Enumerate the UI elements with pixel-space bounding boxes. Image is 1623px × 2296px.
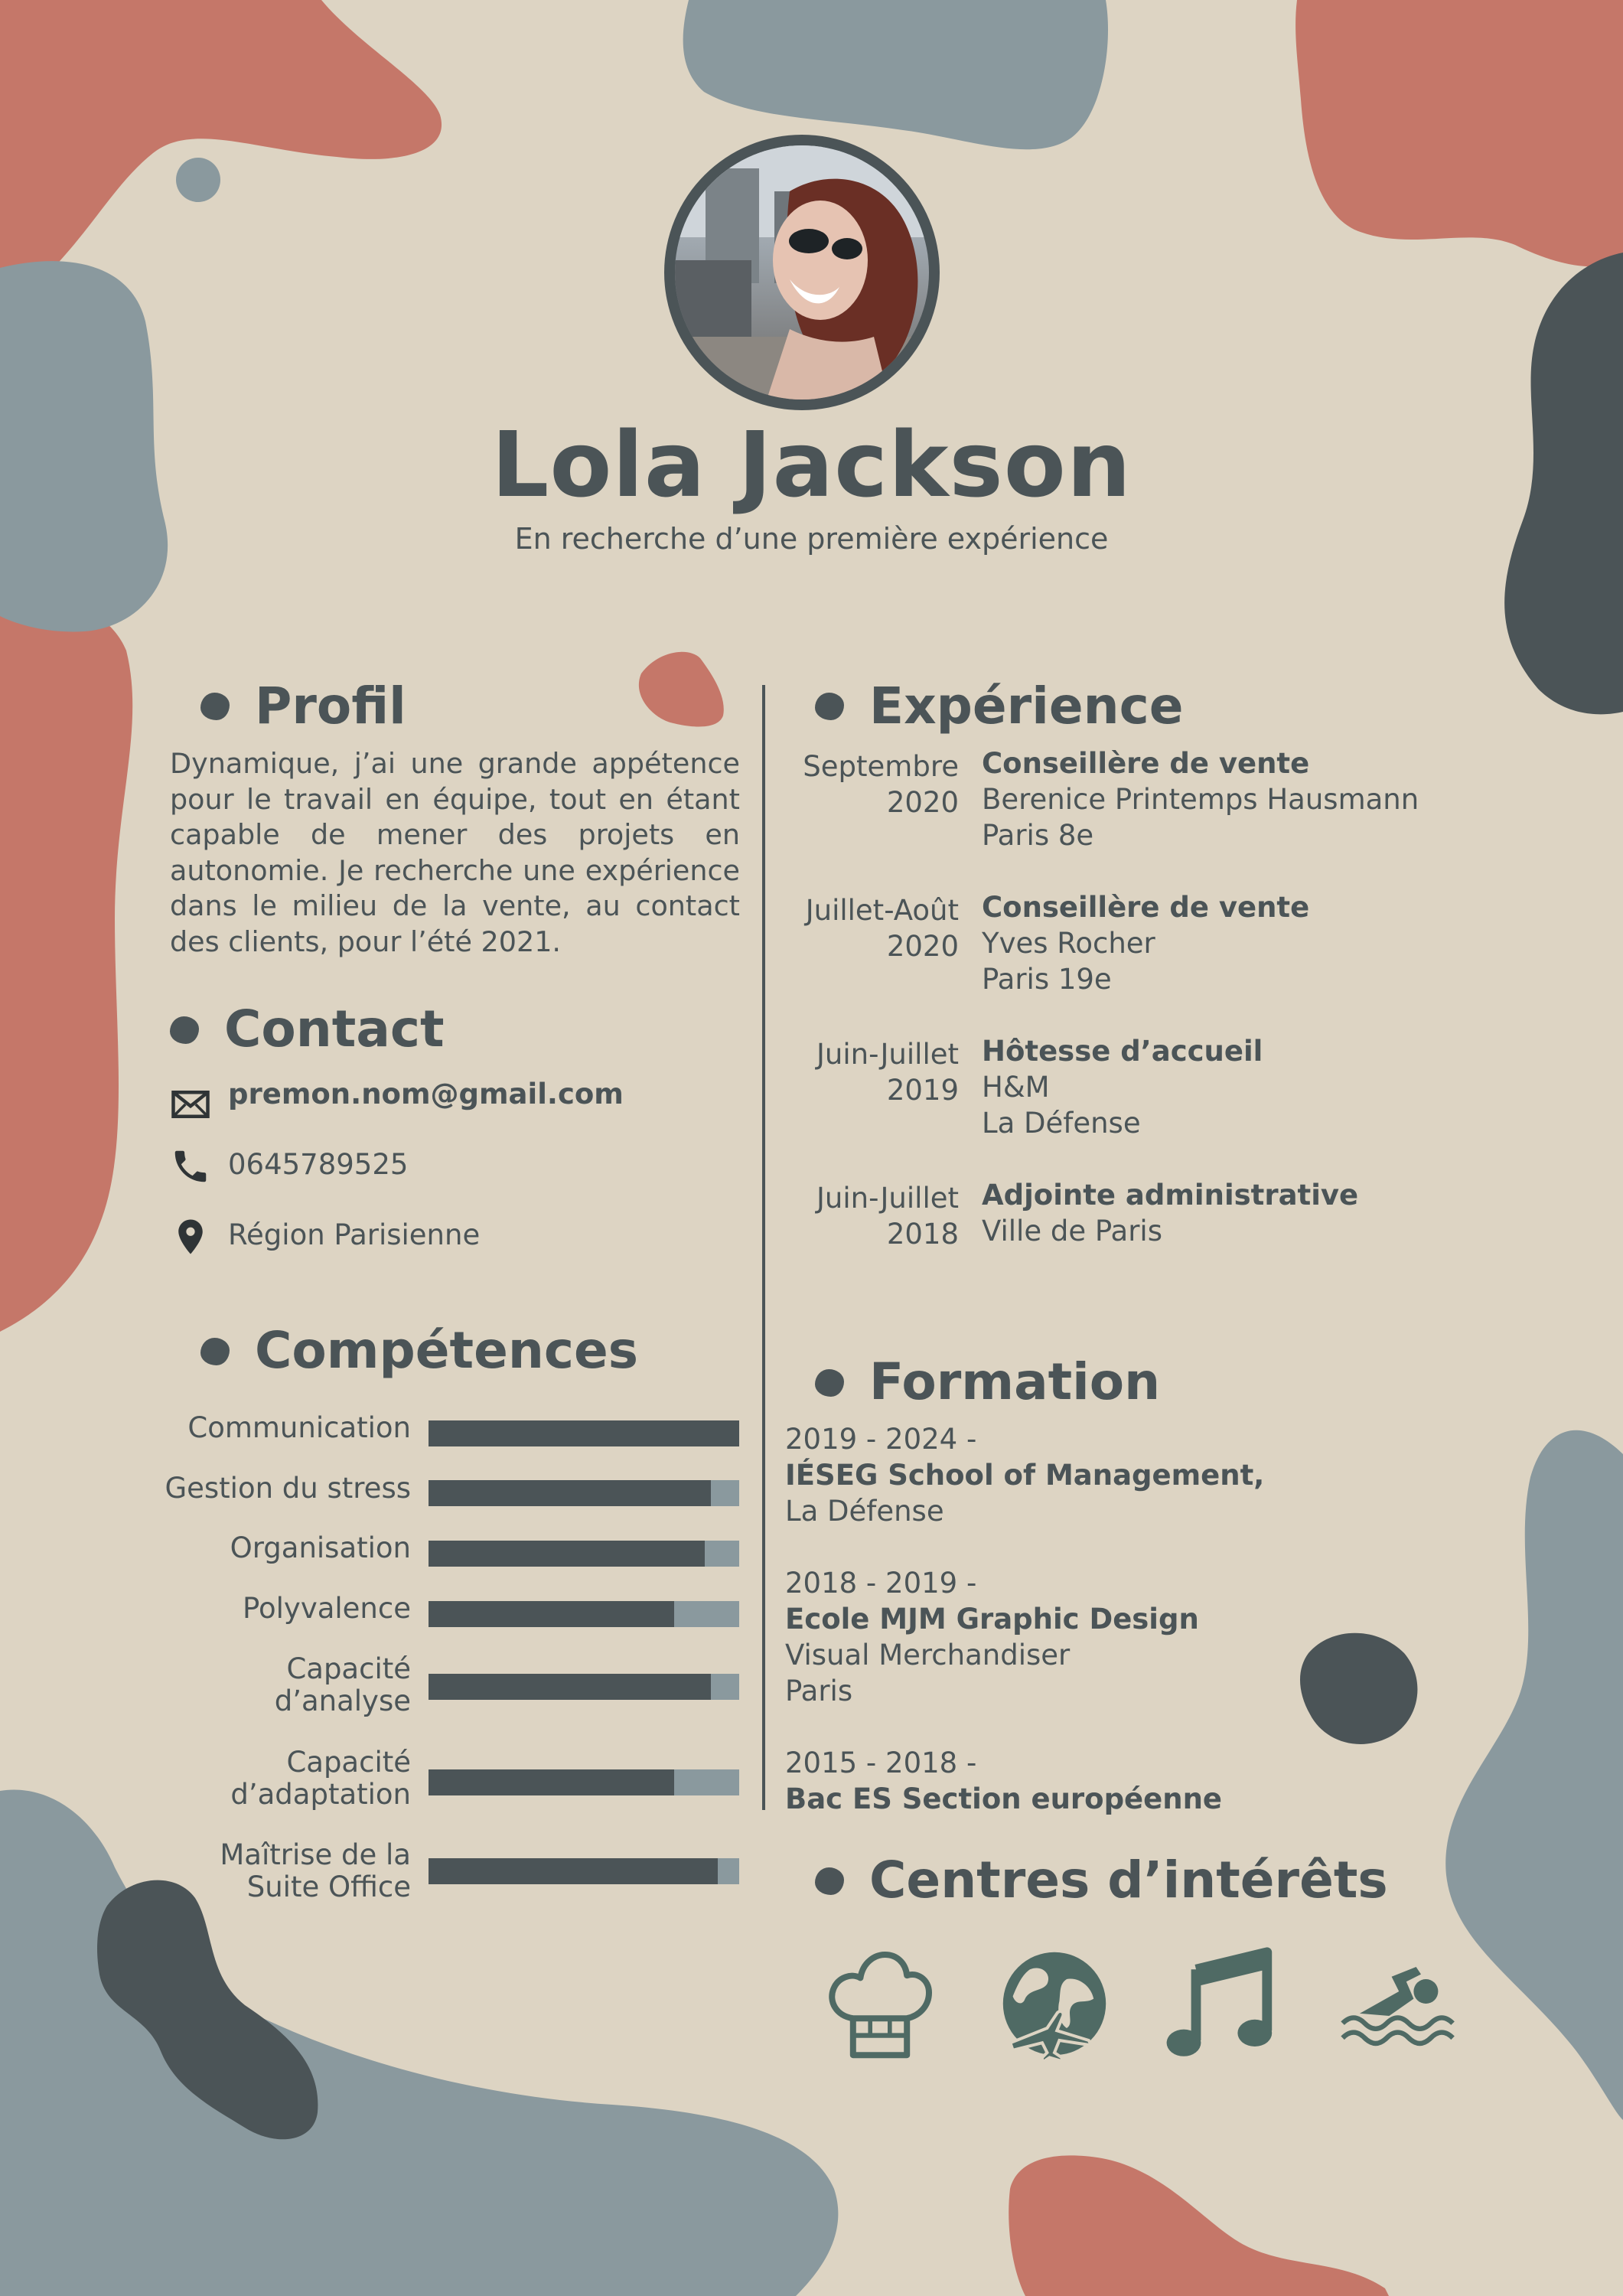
globe-plane-icon: [993, 1942, 1116, 2065]
experience-role: Hôtesse d’accueil: [982, 1035, 1263, 1068]
profile-title: Profil: [255, 677, 406, 735]
experience-role: Conseillère de vente: [982, 891, 1310, 924]
education-school: IÉSEG School of Management,: [785, 1459, 1265, 1492]
experience-entry: [982, 1177, 1358, 1249]
experience-date: [803, 748, 959, 820]
education-entry: [785, 1745, 1222, 1817]
skill-label-line: Maîtrise de la: [220, 1838, 411, 1871]
skill-bar: [429, 1769, 739, 1795]
skills-title: Compétences: [255, 1321, 639, 1380]
mail-icon: [170, 1084, 211, 1125]
skill-bar-fill: [429, 1420, 739, 1446]
section-bullet-icon: [815, 1867, 844, 1895]
skill-bar: [429, 1480, 739, 1506]
location-pin-icon: [170, 1216, 211, 1257]
skill-bar: [429, 1420, 739, 1446]
section-bullet-icon: [815, 1369, 844, 1397]
education-school: Ecole MJM Graphic Design: [785, 1603, 1199, 1636]
skill-bar-fill: [429, 1674, 711, 1700]
contact-email-link[interactable]: premon.nom@gmail.com: [228, 1078, 624, 1110]
education-title: Formation: [869, 1352, 1161, 1411]
skill-label-line: Capacité: [286, 1652, 411, 1685]
skill-label: Gestion du stress: [165, 1472, 411, 1505]
skill-bar-fill: [429, 1769, 674, 1795]
section-bullet-icon: [200, 1338, 230, 1365]
experience-company: H&M: [982, 1071, 1050, 1104]
profile-text: Dynamique, j’ai une grande appétence pour le travail en équipe, tout en étant capable de mener des projets en autonomie. Je recherche une expérience dans le milieu de la vente, au contact des clients, pour l’été 2021.: [170, 747, 740, 958]
column-divider: [762, 685, 765, 1810]
skill-label-line: Suite Office: [246, 1870, 411, 1903]
skill-label: Communication: [187, 1411, 411, 1444]
chef-hat-icon: [819, 1942, 941, 2065]
skill-label: Organisation: [230, 1531, 411, 1564]
experience-title: Expérience: [869, 677, 1184, 735]
experience-date-line: 2020: [886, 930, 959, 963]
education-detail: La Défense: [785, 1495, 944, 1528]
experience-company: Ville de Paris: [982, 1215, 1162, 1247]
education-entry: [785, 1565, 1199, 1709]
section-bullet-icon: [170, 1016, 199, 1044]
experience-date-line: 2020: [886, 786, 959, 819]
swimmer-icon: [1335, 1942, 1458, 2065]
experience-date-line: 2018: [886, 1218, 959, 1251]
contact-location-row: [170, 1214, 211, 1260]
skill-label: [220, 1839, 411, 1903]
skill-label: [275, 1653, 411, 1717]
experience-date-line: Juillet-Août: [805, 894, 959, 927]
skill-bar: [429, 1858, 739, 1884]
section-bullet-icon: [200, 693, 230, 720]
skill-bar: [429, 1541, 739, 1567]
experience-place: La Défense: [982, 1107, 1141, 1140]
contact-phone: 0645789525: [228, 1148, 409, 1181]
experience-date-line: Juin-Juillet: [816, 1182, 959, 1215]
education-years: 2018 - 2019 -: [785, 1567, 977, 1600]
contact-title: Contact: [224, 1000, 445, 1058]
contact-phone-row: [170, 1143, 211, 1189]
skill-bar-fill: [429, 1541, 705, 1567]
experience-entry: [982, 745, 1419, 853]
candidate-subtitle: En recherche d’une première expérience: [514, 522, 1109, 556]
skill-bar-fill: [429, 1480, 711, 1506]
education-school: Bac ES Section européenne: [785, 1782, 1223, 1815]
experience-date-line: Septembre: [803, 750, 959, 783]
skill-label: Polyvalence: [243, 1592, 411, 1625]
skill-label-line: d’adaptation: [230, 1778, 411, 1811]
skill-label: [230, 1746, 411, 1811]
skill-bar: [429, 1674, 739, 1700]
experience-date: [816, 1036, 959, 1108]
music-note-icon: [1159, 1942, 1282, 2065]
skill-bar-fill: [429, 1858, 718, 1884]
contact-email-row: [170, 1081, 211, 1127]
skill-label-line: d’analyse: [274, 1684, 411, 1717]
education-entry: [785, 1421, 1264, 1529]
experience-place: Paris 8e: [982, 819, 1094, 852]
skill-label-line: Capacité: [286, 1746, 411, 1779]
skill-bar: [429, 1601, 739, 1627]
profile-photo: [664, 135, 940, 410]
interests-title: Centres d’intérêts: [869, 1851, 1388, 1910]
phone-icon: [170, 1146, 211, 1187]
experience-date-line: Juin-Juillet: [816, 1038, 959, 1071]
experience-date: [806, 892, 959, 964]
experience-company: Yves Rocher: [982, 927, 1155, 960]
experience-role: Conseillère de vente: [982, 747, 1310, 780]
experience-date: [816, 1180, 959, 1252]
education-years: 2019 - 2024 -: [785, 1423, 977, 1456]
contact-location: Région Parisienne: [228, 1218, 481, 1251]
education-years: 2015 - 2018 -: [785, 1746, 977, 1779]
section-bullet-icon: [815, 693, 844, 720]
portrait-image: [675, 145, 929, 400]
education-detail: Paris: [785, 1675, 853, 1707]
experience-company: Berenice Printemps Hausmann: [982, 783, 1419, 816]
experience-date-line: 2019: [886, 1074, 959, 1107]
education-detail: Visual Merchandiser: [785, 1639, 1071, 1671]
candidate-name: Lola Jackson: [491, 412, 1132, 517]
experience-entry: [982, 889, 1309, 997]
skill-bar-fill: [429, 1601, 674, 1627]
experience-entry: [982, 1033, 1263, 1141]
experience-role: Adjointe administrative: [982, 1179, 1359, 1212]
experience-place: Paris 19e: [982, 963, 1112, 996]
